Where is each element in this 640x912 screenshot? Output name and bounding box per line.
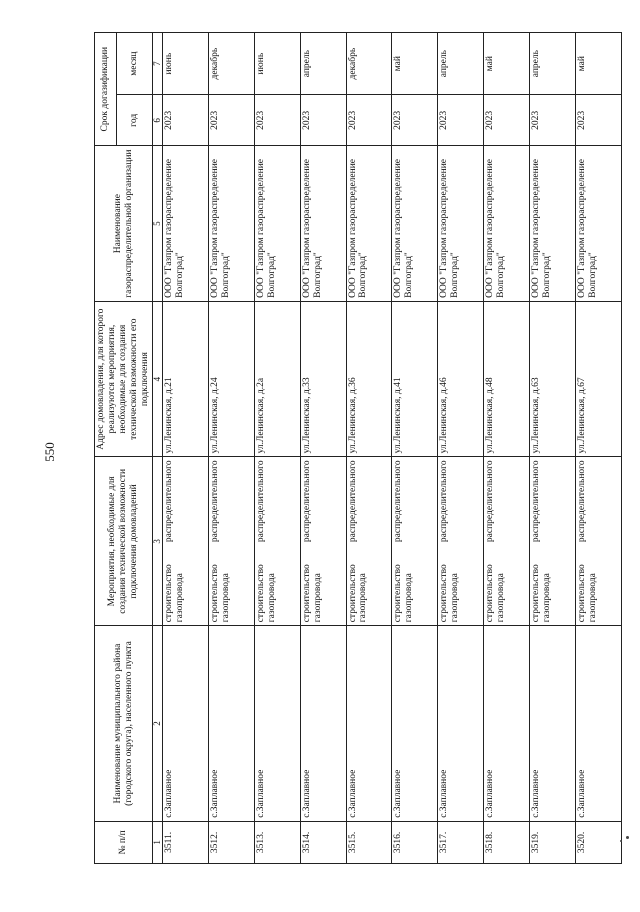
row-address: ул.Ленинская, д.33	[300, 301, 346, 457]
row-number: 3516.	[392, 821, 438, 863]
row-year: 2023	[346, 95, 392, 146]
table-header	[95, 33, 163, 864]
row-org: ООО "Газпром газораспределение Волгоград"	[208, 146, 254, 302]
row-address: ул.Ленинская, д.67	[576, 301, 622, 457]
column-number: 5	[153, 146, 163, 302]
row-org: ООО "Газпром газораспределение Волгоград"	[346, 146, 392, 302]
row-month: май	[392, 33, 438, 95]
table-row	[484, 33, 530, 864]
column-number: 1	[153, 821, 163, 863]
header-address: Адрес домовладения, для которого реализуются мероприятия, необходимые для создания технической возможности его подключения	[95, 301, 153, 457]
row-month: декабрь	[208, 33, 254, 95]
row-year: 2023	[392, 95, 438, 146]
row-org: ООО "Газпром газораспределение Волгоград"	[300, 146, 346, 302]
row-month: апрель	[300, 33, 346, 95]
row-address: ул.Ленинская, д.63	[530, 301, 576, 457]
header-org: Наименование газораспределительной организации	[95, 146, 153, 302]
row-measure: строительство распределительного газопровода	[300, 457, 346, 626]
row-address: ул.Ленинская, д.36	[346, 301, 392, 457]
row-number: 3511.	[163, 821, 209, 863]
table-row	[163, 33, 209, 864]
column-numbers-row	[153, 33, 163, 864]
row-place: с.Заплавное	[254, 626, 300, 822]
row-measure: строительство распределительного газопровода	[254, 457, 300, 626]
gasification-table	[94, 32, 622, 864]
table-row	[300, 33, 346, 864]
row-year: 2023	[530, 95, 576, 146]
row-measure: строительство распределительного газопровода	[438, 457, 484, 626]
row-number: 3513.	[254, 821, 300, 863]
header-num: № п/п	[95, 821, 153, 863]
row-number: 3518.	[484, 821, 530, 863]
row-place: с.Заплавное	[300, 626, 346, 822]
row-year: 2023	[438, 95, 484, 146]
header-district: Наименование муниципального района (городского округа), населенного пункта	[95, 626, 153, 822]
row-place: с.Заплавное	[484, 626, 530, 822]
row-org: ООО "Газпром газораспределение Волгоград"	[576, 146, 622, 302]
row-month: июнь	[254, 33, 300, 95]
header-term: Срок догазификации	[95, 33, 117, 146]
row-year: 2023	[576, 95, 622, 146]
table-row	[208, 33, 254, 864]
row-measure: строительство распределительного газопровода	[576, 457, 622, 626]
row-address: ул.Ленинская, д.46	[438, 301, 484, 457]
row-year: 2023	[254, 95, 300, 146]
row-month: декабрь	[346, 33, 392, 95]
column-number: 6	[153, 95, 163, 146]
row-place: с.Заплавное	[346, 626, 392, 822]
row-measure: строительство распределительного газопровода	[392, 457, 438, 626]
row-measure: строительство распределительного газопровода	[530, 457, 576, 626]
row-address: ул.Ленинская, д.21	[163, 301, 209, 457]
row-org: ООО "Газпром газораспределение Волгоград"	[163, 146, 209, 302]
table-body	[163, 33, 622, 864]
row-place: с.Заплавное	[392, 626, 438, 822]
row-org: ООО "Газпром газораспределение Волгоград"	[484, 146, 530, 302]
row-month: май	[484, 33, 530, 95]
row-measure: строительство распределительного газопровода	[208, 457, 254, 626]
table-row	[254, 33, 300, 864]
row-address: ул.Ленинская, д.48	[484, 301, 530, 457]
row-number: 3520.	[576, 821, 622, 863]
row-year: 2023	[163, 95, 209, 146]
row-address: ул.Ленинская, д.24	[208, 301, 254, 457]
page-number: 550	[42, 442, 57, 462]
row-number: 3517.	[438, 821, 484, 863]
header-year: год	[117, 95, 153, 146]
row-org: ООО "Газпром газораспределение Волгоград"	[254, 146, 300, 302]
row-month: май	[576, 33, 622, 95]
row-place: с.Заплавное	[438, 626, 484, 822]
row-measure: строительство распределительного газопровода	[346, 457, 392, 626]
header-month: месяц	[117, 33, 153, 95]
row-year: 2023	[300, 95, 346, 146]
column-number: 3	[153, 457, 163, 626]
row-number: 3514.	[300, 821, 346, 863]
row-number: 3515.	[346, 821, 392, 863]
row-month: апрель	[530, 33, 576, 95]
table-row	[438, 33, 484, 864]
row-measure: строительство распределительного газопровода	[163, 457, 209, 626]
row-number: 3512.	[208, 821, 254, 863]
table-row	[530, 33, 576, 864]
row-place: с.Заплавное	[576, 626, 622, 822]
header-measures: Мероприятия, необходимые для создания технической возможности подключения домовладений	[95, 457, 153, 626]
scan-speck	[626, 836, 629, 839]
row-number: 3519.	[530, 821, 576, 863]
row-place: с.Заплавное	[530, 626, 576, 822]
row-measure: строительство распределительного газопровода	[484, 457, 530, 626]
row-org: ООО "Газпром газораспределение Волгоград"	[438, 146, 484, 302]
column-number: 7	[153, 33, 163, 95]
scan-speck	[620, 840, 622, 842]
column-number: 2	[153, 626, 163, 822]
row-month: апрель	[438, 33, 484, 95]
table-row	[576, 33, 622, 864]
row-year: 2023	[208, 95, 254, 146]
table-row	[346, 33, 392, 864]
row-address: ул.Ленинская, д.41	[392, 301, 438, 457]
row-org: ООО "Газпром газораспределение Волгоград"	[530, 146, 576, 302]
column-number: 4	[153, 301, 163, 457]
row-address: ул.Ленинская, д.2а	[254, 301, 300, 457]
document-rotated-content	[94, 32, 622, 864]
row-place: с.Заплавное	[163, 626, 209, 822]
row-year: 2023	[484, 95, 530, 146]
row-month: июнь	[163, 33, 209, 95]
table-row	[392, 33, 438, 864]
row-org: ООО "Газпром газораспределение Волгоград"	[392, 146, 438, 302]
row-place: с.Заплавное	[208, 626, 254, 822]
